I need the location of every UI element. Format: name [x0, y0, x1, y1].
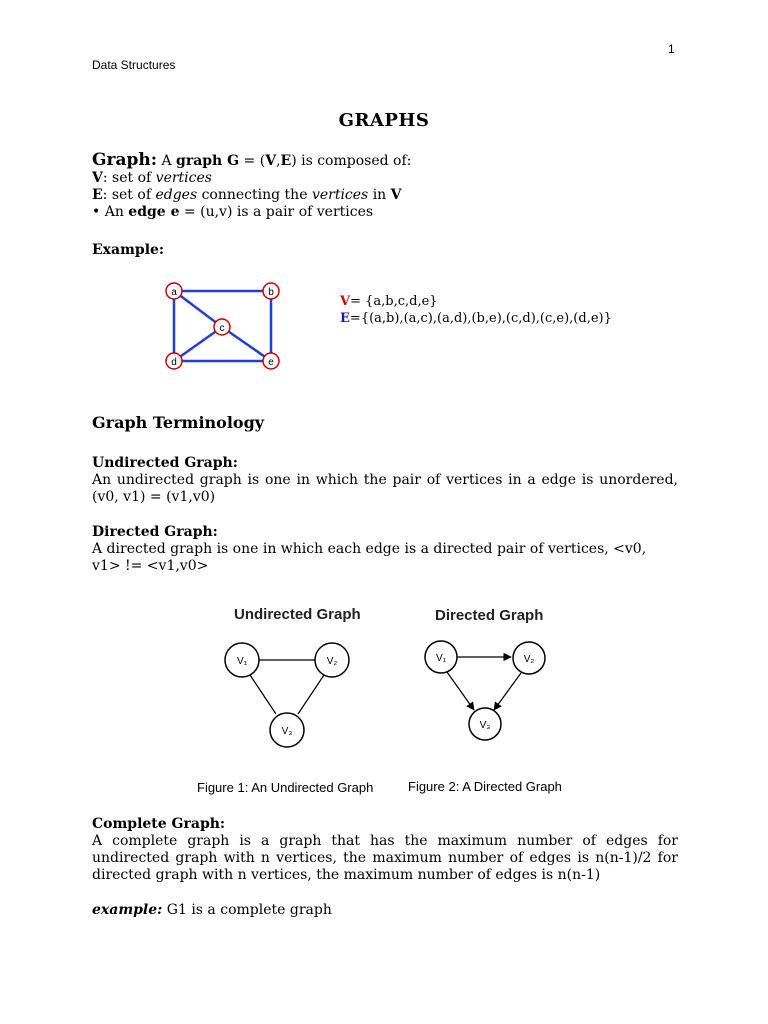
vertex-set: V= {a,b,c,d,e}	[340, 294, 438, 309]
node-label-b: b	[268, 287, 274, 298]
definition-line-v: V: set of vertices	[92, 170, 212, 186]
edge-c-e	[222, 327, 271, 361]
directed-figure-title: Directed Graph	[435, 607, 544, 624]
example-graph-diagram	[160, 278, 290, 372]
svg-text:V₃: V₃	[479, 720, 491, 731]
directed-heading: Directed Graph:	[92, 524, 218, 540]
undirected-text: An undirected graph is one in which the pair of vertices in a edge is unordered, (v0, v1) = (v1,v0)	[92, 472, 678, 505]
svg-text:V₂: V₂	[523, 654, 535, 665]
node-label-c: c	[219, 323, 225, 334]
node-label-a: a	[171, 287, 177, 298]
svg-text:V₁: V₁	[236, 656, 248, 667]
complete-heading: Complete Graph:	[92, 816, 226, 832]
svg-text:V₁: V₁	[435, 653, 447, 664]
undirected-heading: Undirected Graph:	[92, 455, 238, 471]
page-number: 1	[668, 42, 675, 56]
graph-lead: Graph:	[92, 150, 158, 170]
svg-text:V₃: V₃	[281, 726, 293, 737]
figure-1-caption: Figure 1: An Undirected Graph	[197, 780, 374, 795]
definition-line-1: Graph: A graph G = (V,E) is composed of:	[92, 150, 412, 170]
example-2-label: example:	[92, 902, 163, 918]
graph-figures	[210, 630, 570, 760]
running-header: Data Structures	[92, 58, 176, 72]
edge-set: E={(a,b),(a,c),(a,d),(b,e),(c,d),(c,e),(d,e)}	[340, 311, 612, 326]
node-label-e: e	[268, 357, 274, 368]
page-title: GRAPHS	[338, 110, 430, 131]
undirected-figure-title: Undirected Graph	[234, 606, 361, 623]
definition-line-edge: • An edge e = (u,v) is a pair of vertices	[92, 204, 374, 220]
definition-line-e: E: set of edges connecting the vertices in V	[92, 187, 402, 203]
definition-block	[92, 152, 678, 221]
example-2	[92, 902, 678, 919]
figure-2-caption: Figure 2: A Directed Graph	[408, 779, 562, 794]
undirected-edges	[250, 660, 324, 714]
svg-text:V₂: V₂	[326, 656, 338, 667]
complete-text: A complete graph is a graph that has the maximum number of edges for undirected graph with n vertices, the maximum number of edges is n(n-1)/2 for directed graph with n vertices, the maximum number of edges is n(n-1)	[92, 833, 678, 883]
terminology-heading: Graph Terminology	[92, 413, 265, 432]
directed-edges	[447, 657, 521, 710]
edge-c-d	[174, 327, 222, 361]
example-2-text: G1 is a complete graph	[162, 902, 332, 918]
edge-a-c	[174, 291, 222, 327]
node-label-d: d	[171, 357, 177, 368]
directed-text: A directed graph is one in which each edge is a directed pair of vertices, <v0, v1> != <v1,v0>	[92, 541, 647, 574]
example-label: Example:	[92, 242, 165, 258]
